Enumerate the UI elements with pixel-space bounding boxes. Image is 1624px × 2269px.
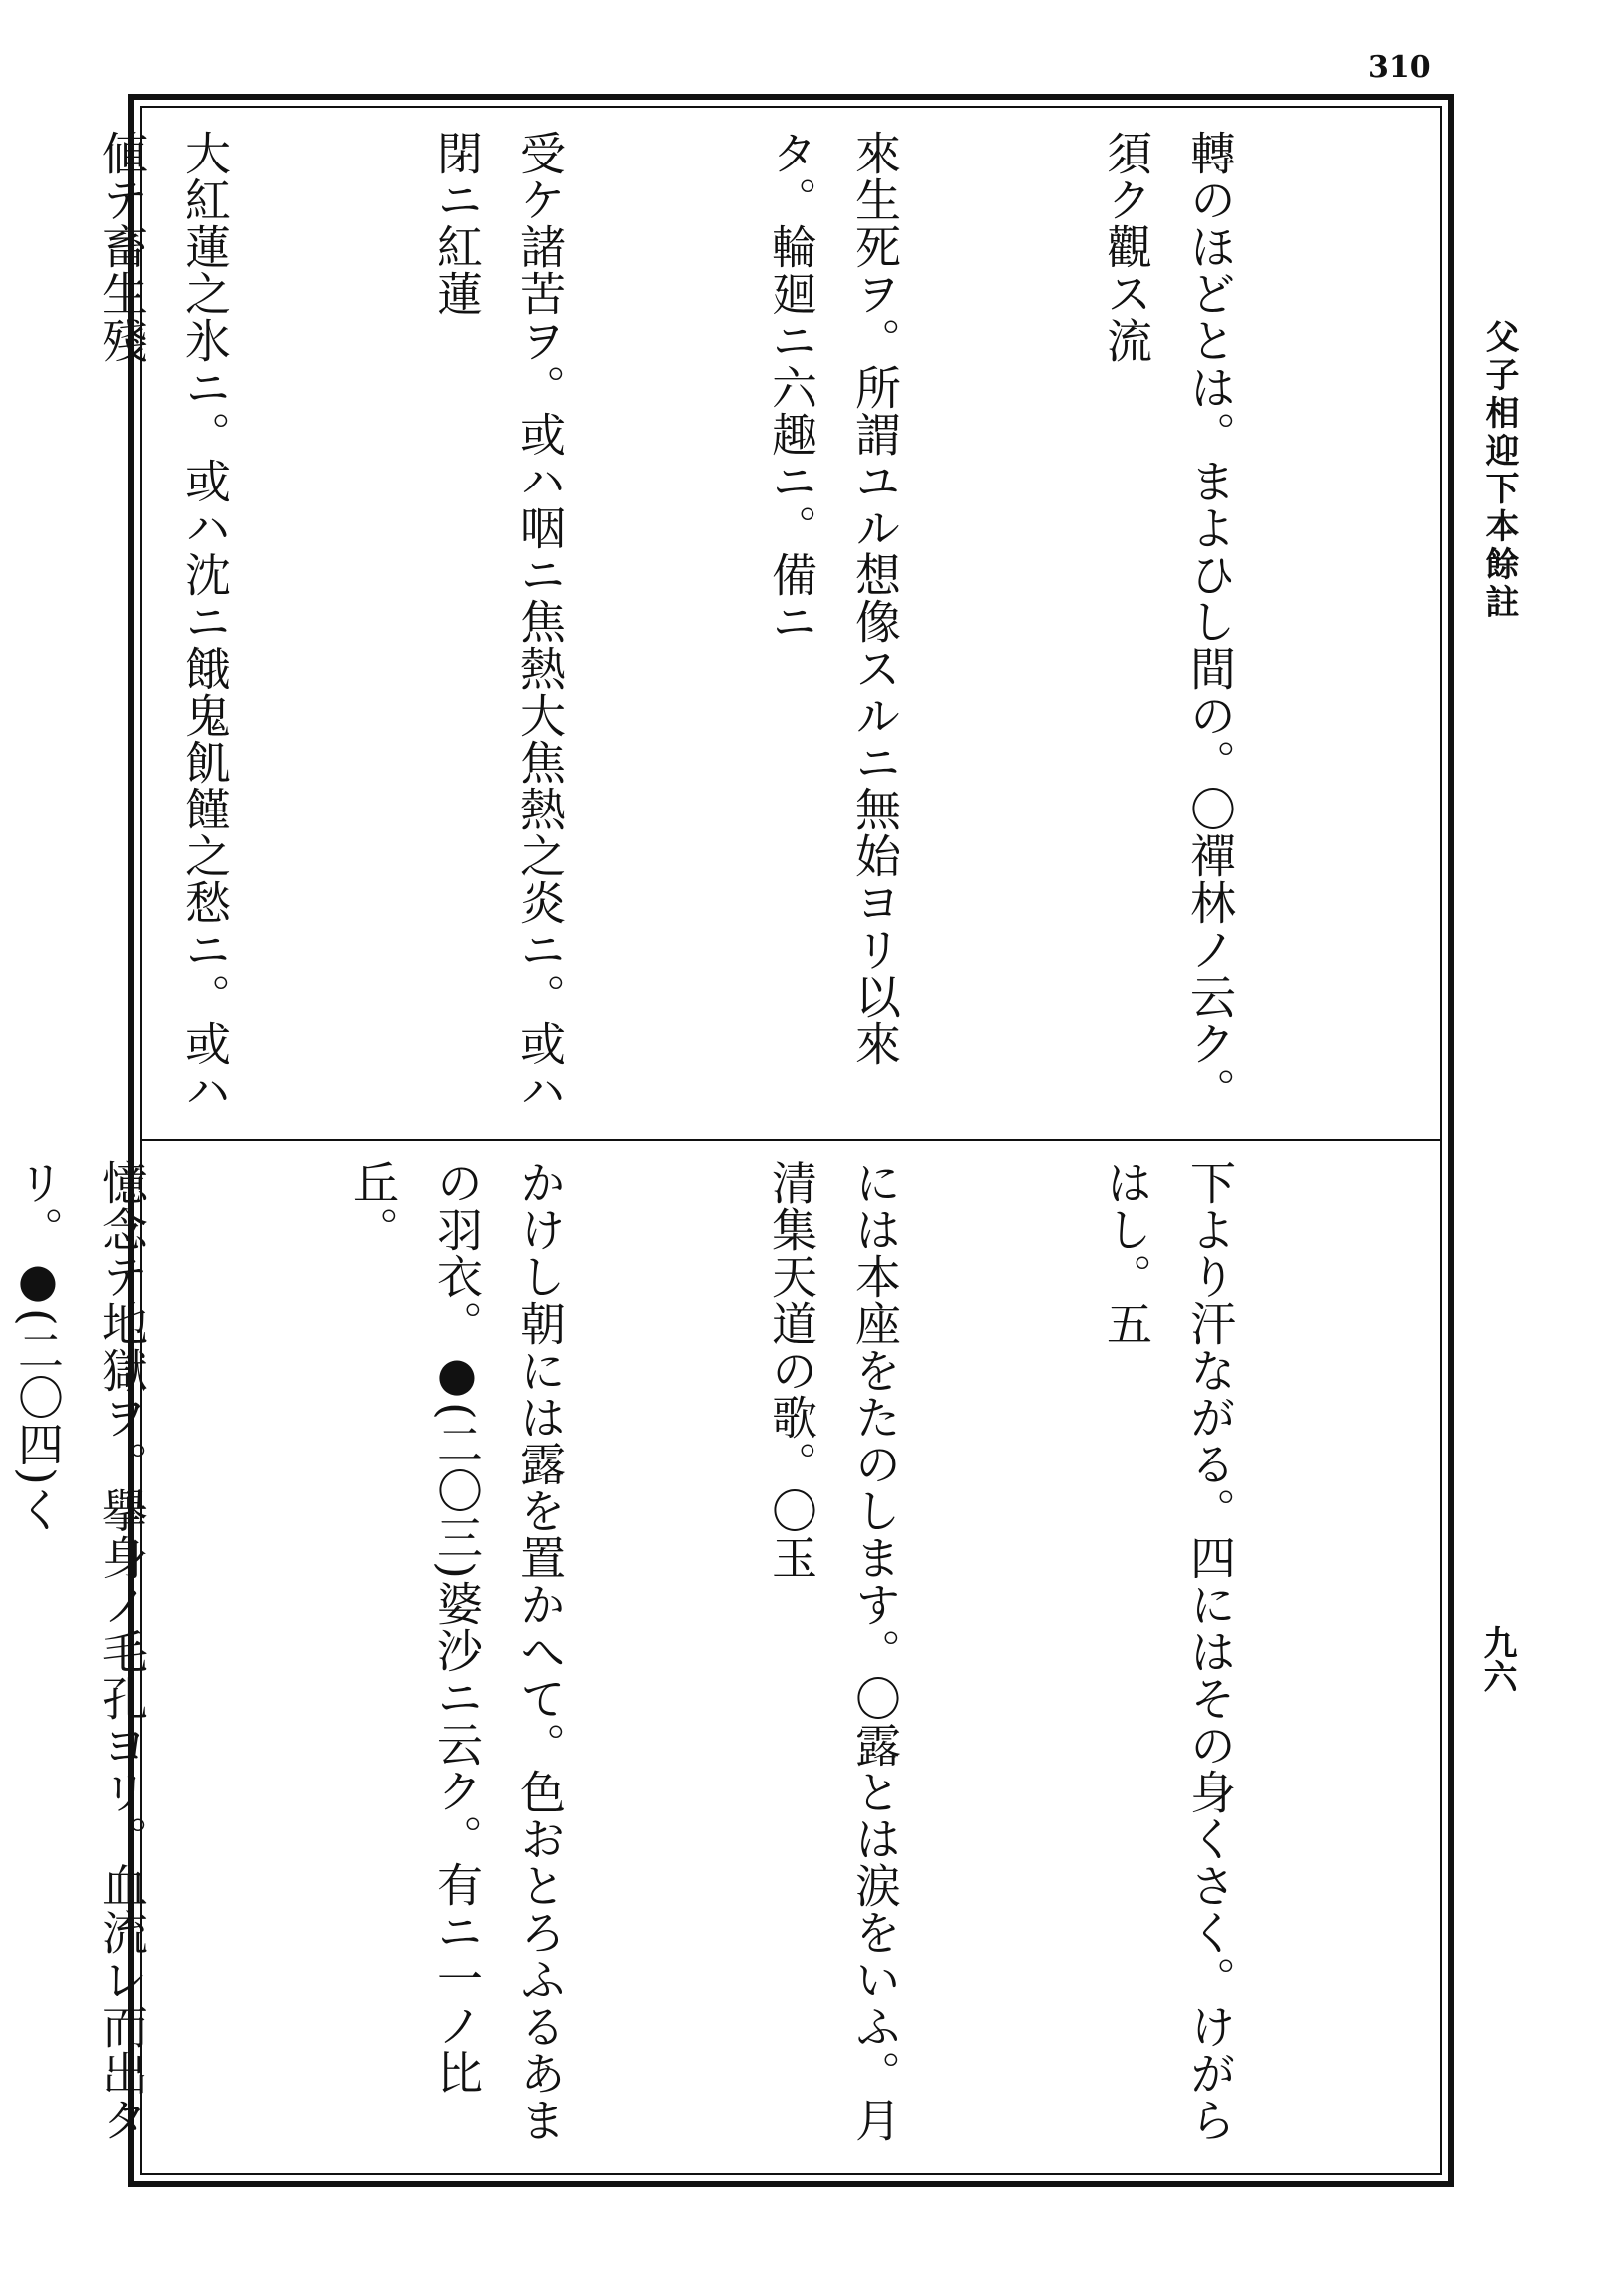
text-column: には本座をたのします。〇露とは涙をいふ。月清集天道の歌。〇玉 [765, 1159, 902, 2143]
upper-section [95, 130, 1420, 1123]
frame-inner-border [11, 106, 1442, 2175]
page-frame [11, 94, 1454, 2187]
text-column: かけし朝には露を置かへて。色おとろふるあまの羽衣。●(二〇三)婆沙ニ云ク。有ニ一ノ比丘。 [346, 1159, 567, 2143]
text-column: 受ケ諸苦ヲ。或ハ咽ニ焦熱大焦熱之炎ニ。或ハ閉ニ紅蓮 [430, 130, 567, 1114]
text-column: 大紅蓮之氷ニ。或ハ沈ニ餓鬼飢饉之愁ニ。或ハ値テ畜生殘 [95, 130, 232, 1114]
text-column: 轉のほどとは。まよひし間の。〇禪林ノ云ク。須ク觀ス流 [1100, 130, 1237, 1114]
text-column: 憶念テ地獄ヲ。擧身ノ毛孔ヨリ。血流レ而出タリ。●(二〇四)く [11, 1159, 149, 2143]
folio-number: 九六 [1477, 1625, 1517, 1693]
section-divider [142, 1139, 1440, 1141]
running-header: 父子相迎下本餘註 [1479, 319, 1519, 622]
text-column: 下より汗ながる。四にはその身くさく。けがらはし。五 [1100, 1159, 1237, 2143]
text-column: 來生死ヲ。所謂ユル想像スルニ無始ヨリ以來タ。輪廻ニ六趣ニ。備ニ [765, 130, 902, 1067]
page-number: 310 [1368, 50, 1431, 85]
lower-section [11, 1159, 1420, 2171]
